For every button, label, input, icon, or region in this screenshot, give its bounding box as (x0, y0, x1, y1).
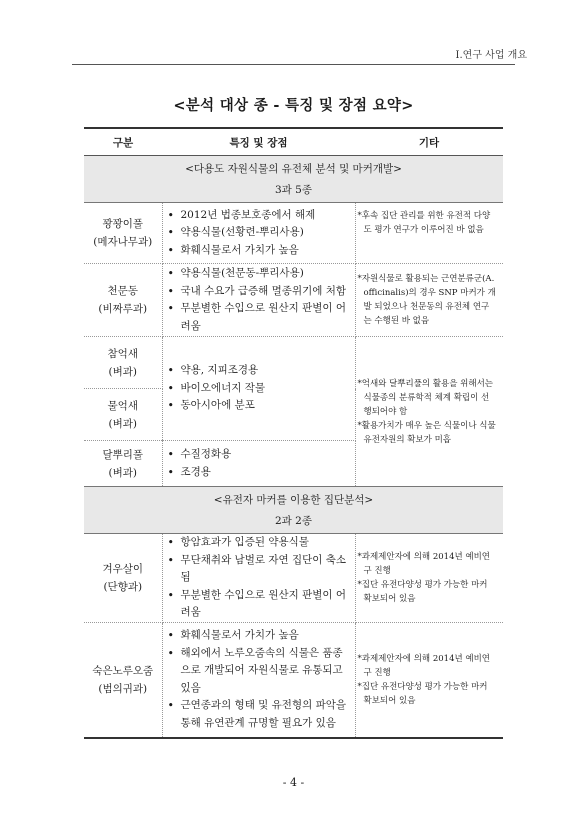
species-name: 천문동 (107, 285, 138, 297)
species-family: (벼과) (108, 365, 137, 378)
table-row (84, 203, 503, 264)
feature-item: • 동아시아에 분포 (163, 397, 351, 415)
species-family: (메자나무과) (93, 236, 153, 248)
species-name: 숙은노루오줌 (92, 664, 154, 677)
column-header: 특징 및 장점 (162, 128, 355, 156)
species-family: (벼과) (108, 417, 137, 430)
feature-item: • 해외에서 노루오줌속의 식물은 품종으로 개발되어 자원식물로 유통되고 있음 (163, 645, 351, 698)
section-heading-row (84, 487, 503, 534)
table-row (84, 264, 503, 337)
note-text: *후속 집단 관리를 위한 유전적 다양도 평가 연구가 이루어진 바 없음 (357, 211, 491, 235)
page-title: <분석 대상 종 - 특징 및 장점 요약> (173, 98, 414, 114)
section-heading: <유전자 마커를 이용한 집단분석> (213, 493, 374, 506)
feature-item: • 무분별한 수입으로 원산지 판별이 어려움 (163, 587, 351, 622)
feature-item: • 항암효과가 입증된 약용식물 (163, 534, 351, 552)
feature-item: • 무단채취와 남벌로 자연 집단이 축소됨 (163, 552, 351, 587)
note-text: *과제제안자에 의해 2014년 예비연구 진행 (357, 551, 491, 576)
note-text: *자원식물로 활용되는 근연분류군(A. officinalis)의 경우 SNP 마커가 개발 되었으나 천문동의 유전체 연구는 수행된 바 없음 (357, 274, 496, 326)
section-count: 3과 5종 (275, 183, 312, 196)
feature-item: • 약용식물(천문동-뿌리사용) (163, 265, 351, 283)
column-header: 기타 (355, 128, 503, 156)
species-name: 물억새 (107, 399, 138, 412)
note-text: *활용가치가 매우 높은 식물이나 식물 유전자원의 확보가 미흡 (357, 420, 496, 445)
species-name: 참억새 (107, 347, 138, 360)
header-rule (72, 64, 515, 65)
note-text: *집단 유전다양성 평가 가능한 마커 확보되어 있음 (357, 681, 488, 706)
note-text: *억새와 달뿌리풀의 활용을 위해서는 식물종의 분류학적 체계 확립이 선행되어야 함 (357, 378, 494, 417)
feature-item: • 바이오에너지 작물 (163, 380, 351, 398)
species-family: (비짜루과) (98, 303, 148, 315)
section-heading-row (84, 156, 503, 203)
table-row (84, 622, 503, 738)
running-header: Ⅰ.연구 사업 개요 (455, 50, 527, 61)
feature-item: • 국내 수요가 급증해 멸종위기에 처함 (163, 283, 351, 301)
page-number: - 4 - (282, 776, 305, 789)
species-family: (단향과) (103, 580, 143, 593)
feature-item: • 화훼식물로서 가치가 높음 (163, 242, 351, 260)
feature-item: • 약용식물(선황련-뿌리사용) (163, 224, 351, 242)
species-family: (벼과) (108, 466, 137, 479)
section-count: 2과 2종 (275, 514, 312, 527)
species-name: 겨우살이 (102, 562, 144, 575)
feature-item: • 근연종과의 형태 및 유전형의 파악을 통해 유연관계 규명할 필요가 있음 (163, 697, 351, 732)
table-row (84, 534, 503, 623)
section-heading: <다용도 자원식물의 유전체 분석 및 마커개발> (185, 162, 402, 175)
species-name: 꽝꽝이풀 (102, 218, 144, 230)
feature-item: • 조경용 (163, 464, 351, 482)
feature-item: • 수질정화용 (163, 446, 351, 464)
table-row (84, 337, 503, 389)
feature-item: • 화훼식물로서 가치가 높음 (163, 627, 351, 645)
feature-item: • 약용, 지피조경용 (163, 362, 351, 380)
feature-item: • 2012년 법종보호종에서 해제 (163, 207, 351, 225)
column-header: 구분 (84, 128, 162, 156)
table-header-row (84, 128, 503, 156)
species-name: 달뿌리풀 (102, 448, 144, 461)
note-text: *과제제안자에 의해 2014년 예비연구 진행 (357, 653, 491, 678)
summary-table (84, 127, 503, 739)
feature-item: • 무분별한 수입으로 원산지 판별이 어려움 (163, 300, 351, 335)
note-text: *집단 유전다양성 평가 가능한 마커 확보되어 있음 (357, 579, 488, 604)
species-family: (범의귀과) (98, 682, 148, 695)
